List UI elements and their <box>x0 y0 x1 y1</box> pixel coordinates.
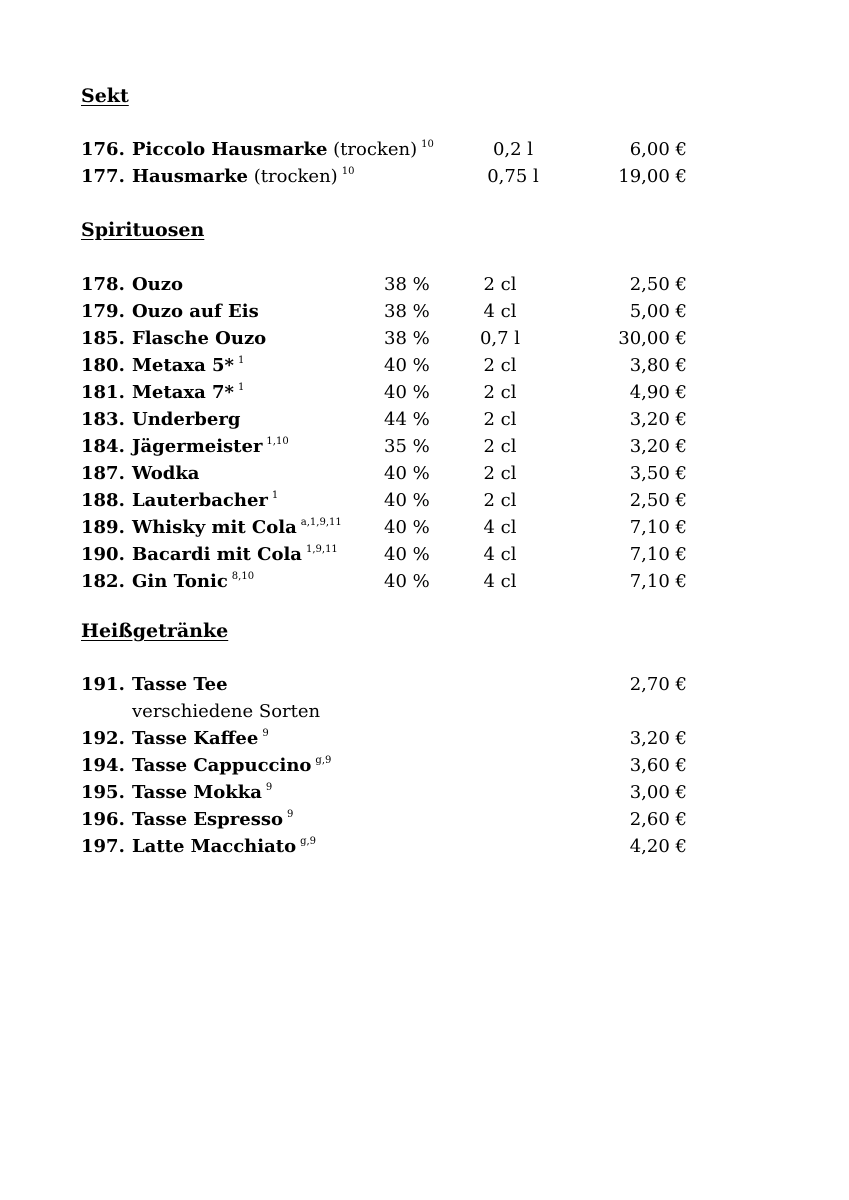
item-price: 7,10 € <box>629 517 687 538</box>
item-price: 2,50 € <box>629 490 687 511</box>
menu-item-row <box>81 568 701 595</box>
item-volume: 4 cl <box>483 571 517 592</box>
item-number: 187. <box>81 463 125 484</box>
item-alcohol-percent: 38 % <box>384 328 430 349</box>
item-name <box>132 487 278 514</box>
item-volume: 4 cl <box>483 301 517 322</box>
item-volume: 4 cl <box>483 517 517 538</box>
item-alcohol-percent: 40 % <box>384 490 430 511</box>
item-name <box>132 379 244 406</box>
item-price: 3,00 € <box>629 782 687 803</box>
item-note: (trocken) <box>333 139 418 160</box>
menu-item-row <box>81 325 701 352</box>
item-name <box>132 514 342 541</box>
menu-item-row <box>81 163 701 190</box>
item-volume: 2 cl <box>483 409 517 430</box>
item-alcohol-percent: 38 % <box>384 301 430 322</box>
heissgetraenke-list <box>81 671 701 860</box>
menu-item-row <box>81 136 701 163</box>
item-price: 3,50 € <box>629 463 687 484</box>
menu-item-row <box>81 352 701 379</box>
item-number: 181. <box>81 382 125 403</box>
menu-item-row <box>81 671 701 698</box>
item-name <box>132 568 254 595</box>
item-price: 2,60 € <box>629 809 687 830</box>
item-footnote: g,9 <box>300 836 317 847</box>
item-alcohol-percent: 38 % <box>384 274 430 295</box>
item-volume: 0,75 l <box>487 166 539 187</box>
item-name-text: Ouzo auf Eis <box>132 301 259 322</box>
item-price: 2,70 € <box>629 674 687 695</box>
item-name <box>132 271 183 298</box>
item-name-text: Tasse Tee <box>132 674 228 695</box>
item-name <box>132 325 266 352</box>
item-number: 192. <box>81 728 125 749</box>
item-footnote: 9 <box>265 782 273 793</box>
item-number: 185. <box>81 328 125 349</box>
item-price: 4,90 € <box>629 382 687 403</box>
item-name-text: Wodka <box>132 463 200 484</box>
item-name-text: Ouzo <box>132 274 183 295</box>
item-name <box>132 671 228 698</box>
item-note: (trocken) <box>253 166 338 187</box>
item-name <box>132 779 272 806</box>
menu-item-row <box>81 406 701 433</box>
item-footnote: g,9 <box>315 755 332 766</box>
item-name-text: Hausmarke <box>132 166 249 187</box>
item-name-text: Piccolo Hausmarke <box>132 139 328 160</box>
item-name-text: Bacardi mit Cola <box>132 544 302 565</box>
menu-item-row <box>81 298 701 325</box>
item-number: 190. <box>81 544 125 565</box>
item-name <box>132 163 354 190</box>
item-footnote: 1,9,11 <box>305 544 338 555</box>
item-name <box>132 136 434 163</box>
spirituosen-list <box>81 271 701 595</box>
item-number: 179. <box>81 301 125 322</box>
item-volume: 0,2 l <box>492 139 534 160</box>
item-price: 3,20 € <box>629 409 687 430</box>
menu-item-row <box>81 779 701 806</box>
item-number: 196. <box>81 809 125 830</box>
item-number: 176. <box>81 139 125 160</box>
item-name-text: Jägermeister <box>132 436 263 457</box>
item-alcohol-percent: 40 % <box>384 544 430 565</box>
item-name <box>132 352 244 379</box>
item-name <box>132 833 316 860</box>
item-name-text: Metaxa 5* <box>132 355 234 376</box>
section-heading-spirituosen: Spirituosen <box>81 219 205 241</box>
item-footnote: 1,10 <box>266 436 289 447</box>
section-heading-heissgetraenke: Heißgetränke <box>81 620 229 642</box>
item-number: 195. <box>81 782 125 803</box>
item-name-text: Metaxa 7* <box>132 382 234 403</box>
item-price: 5,00 € <box>629 301 687 322</box>
item-volume: 2 cl <box>483 490 517 511</box>
item-volume: 2 cl <box>483 436 517 457</box>
item-number: 184. <box>81 436 125 457</box>
item-name <box>132 433 289 460</box>
menu-item-row <box>81 725 701 752</box>
item-volume: 2 cl <box>483 463 517 484</box>
item-price: 3,20 € <box>629 436 687 457</box>
item-name-text: Tasse Espresso <box>132 809 283 830</box>
section-spirituosen <box>81 217 701 595</box>
item-name-text: Tasse Cappuccino <box>132 755 312 776</box>
item-name-text: Whisky mit Cola <box>132 517 297 538</box>
item-price: 7,10 € <box>629 571 687 592</box>
item-volume: 4 cl <box>483 544 517 565</box>
item-number: 197. <box>81 836 125 857</box>
item-alcohol-percent: 40 % <box>384 571 430 592</box>
section-heading-sekt: Sekt <box>81 85 129 107</box>
item-number: 180. <box>81 355 125 376</box>
item-footnote: 9 <box>262 728 269 739</box>
item-number: 182. <box>81 571 125 592</box>
item-name-text: Gin Tonic <box>132 571 228 592</box>
menu-item-row <box>81 806 701 833</box>
menu-item-row <box>81 433 701 460</box>
item-number: 189. <box>81 517 125 538</box>
item-number: 191. <box>81 674 125 695</box>
item-name-text: Tasse Kaffee <box>132 728 259 749</box>
item-alcohol-percent: 35 % <box>384 436 430 457</box>
item-price: 3,80 € <box>629 355 687 376</box>
section-sekt <box>81 83 701 190</box>
item-volume: 2 cl <box>483 355 517 376</box>
item-footnote: 1 <box>271 490 279 501</box>
item-name-text: Tasse Mokka <box>132 782 262 803</box>
item-name <box>132 806 293 833</box>
menu-item-row <box>81 752 701 779</box>
item-alcohol-percent: 40 % <box>384 382 430 403</box>
item-price: 4,20 € <box>629 836 687 857</box>
item-price: 3,20 € <box>629 728 687 749</box>
item-price: 6,00 € <box>629 139 687 160</box>
item-alcohol-percent: 40 % <box>384 463 430 484</box>
item-footnote: 1 <box>237 355 245 366</box>
item-name-text: Underberg <box>132 409 241 430</box>
item-number: 178. <box>81 274 125 295</box>
item-name <box>132 460 199 487</box>
item-description: verschiedene Sorten <box>132 701 321 722</box>
item-price: 3,60 € <box>629 755 687 776</box>
item-name <box>132 406 240 433</box>
sekt-list <box>81 136 701 190</box>
item-name-text: Lauterbacher <box>132 490 268 511</box>
item-price: 19,00 € <box>618 166 687 187</box>
section-heissgetraenke <box>81 618 701 860</box>
item-alcohol-percent: 44 % <box>384 409 430 430</box>
item-alcohol-percent: 40 % <box>384 517 430 538</box>
item-number: 188. <box>81 490 125 511</box>
item-footnote: 8,10 <box>231 571 255 582</box>
item-footnote: 1 <box>237 382 245 393</box>
item-price: 30,00 € <box>618 328 687 349</box>
item-footnote: 10 <box>341 166 355 177</box>
item-name <box>132 752 331 779</box>
item-name-text: Latte Macchiato <box>132 836 297 857</box>
item-name <box>132 725 269 752</box>
item-footnote: 10 <box>421 139 434 150</box>
menu-item-row <box>81 487 701 514</box>
item-alcohol-percent: 40 % <box>384 355 430 376</box>
item-footnote: 9 <box>286 809 294 820</box>
item-number: 194. <box>81 755 125 776</box>
menu-item-row <box>81 541 701 568</box>
item-price: 2,50 € <box>629 274 687 295</box>
menu-item-row <box>81 379 701 406</box>
menu-item-row <box>81 833 701 860</box>
item-footnote: a,1,9,11 <box>300 517 342 528</box>
menu-item-row <box>81 271 701 298</box>
item-name <box>132 298 259 325</box>
item-volume: 2 cl <box>483 274 517 295</box>
item-number: 177. <box>81 166 125 187</box>
item-name <box>132 698 320 725</box>
item-volume: 0,7 l <box>479 328 521 349</box>
item-name-text: Flasche Ouzo <box>132 328 267 349</box>
menu-item-row <box>81 460 701 487</box>
item-price: 7,10 € <box>629 544 687 565</box>
item-number: 183. <box>81 409 125 430</box>
menu-item-row <box>81 698 701 725</box>
menu-item-row <box>81 514 701 541</box>
item-name <box>132 541 338 568</box>
item-volume: 2 cl <box>483 382 517 403</box>
